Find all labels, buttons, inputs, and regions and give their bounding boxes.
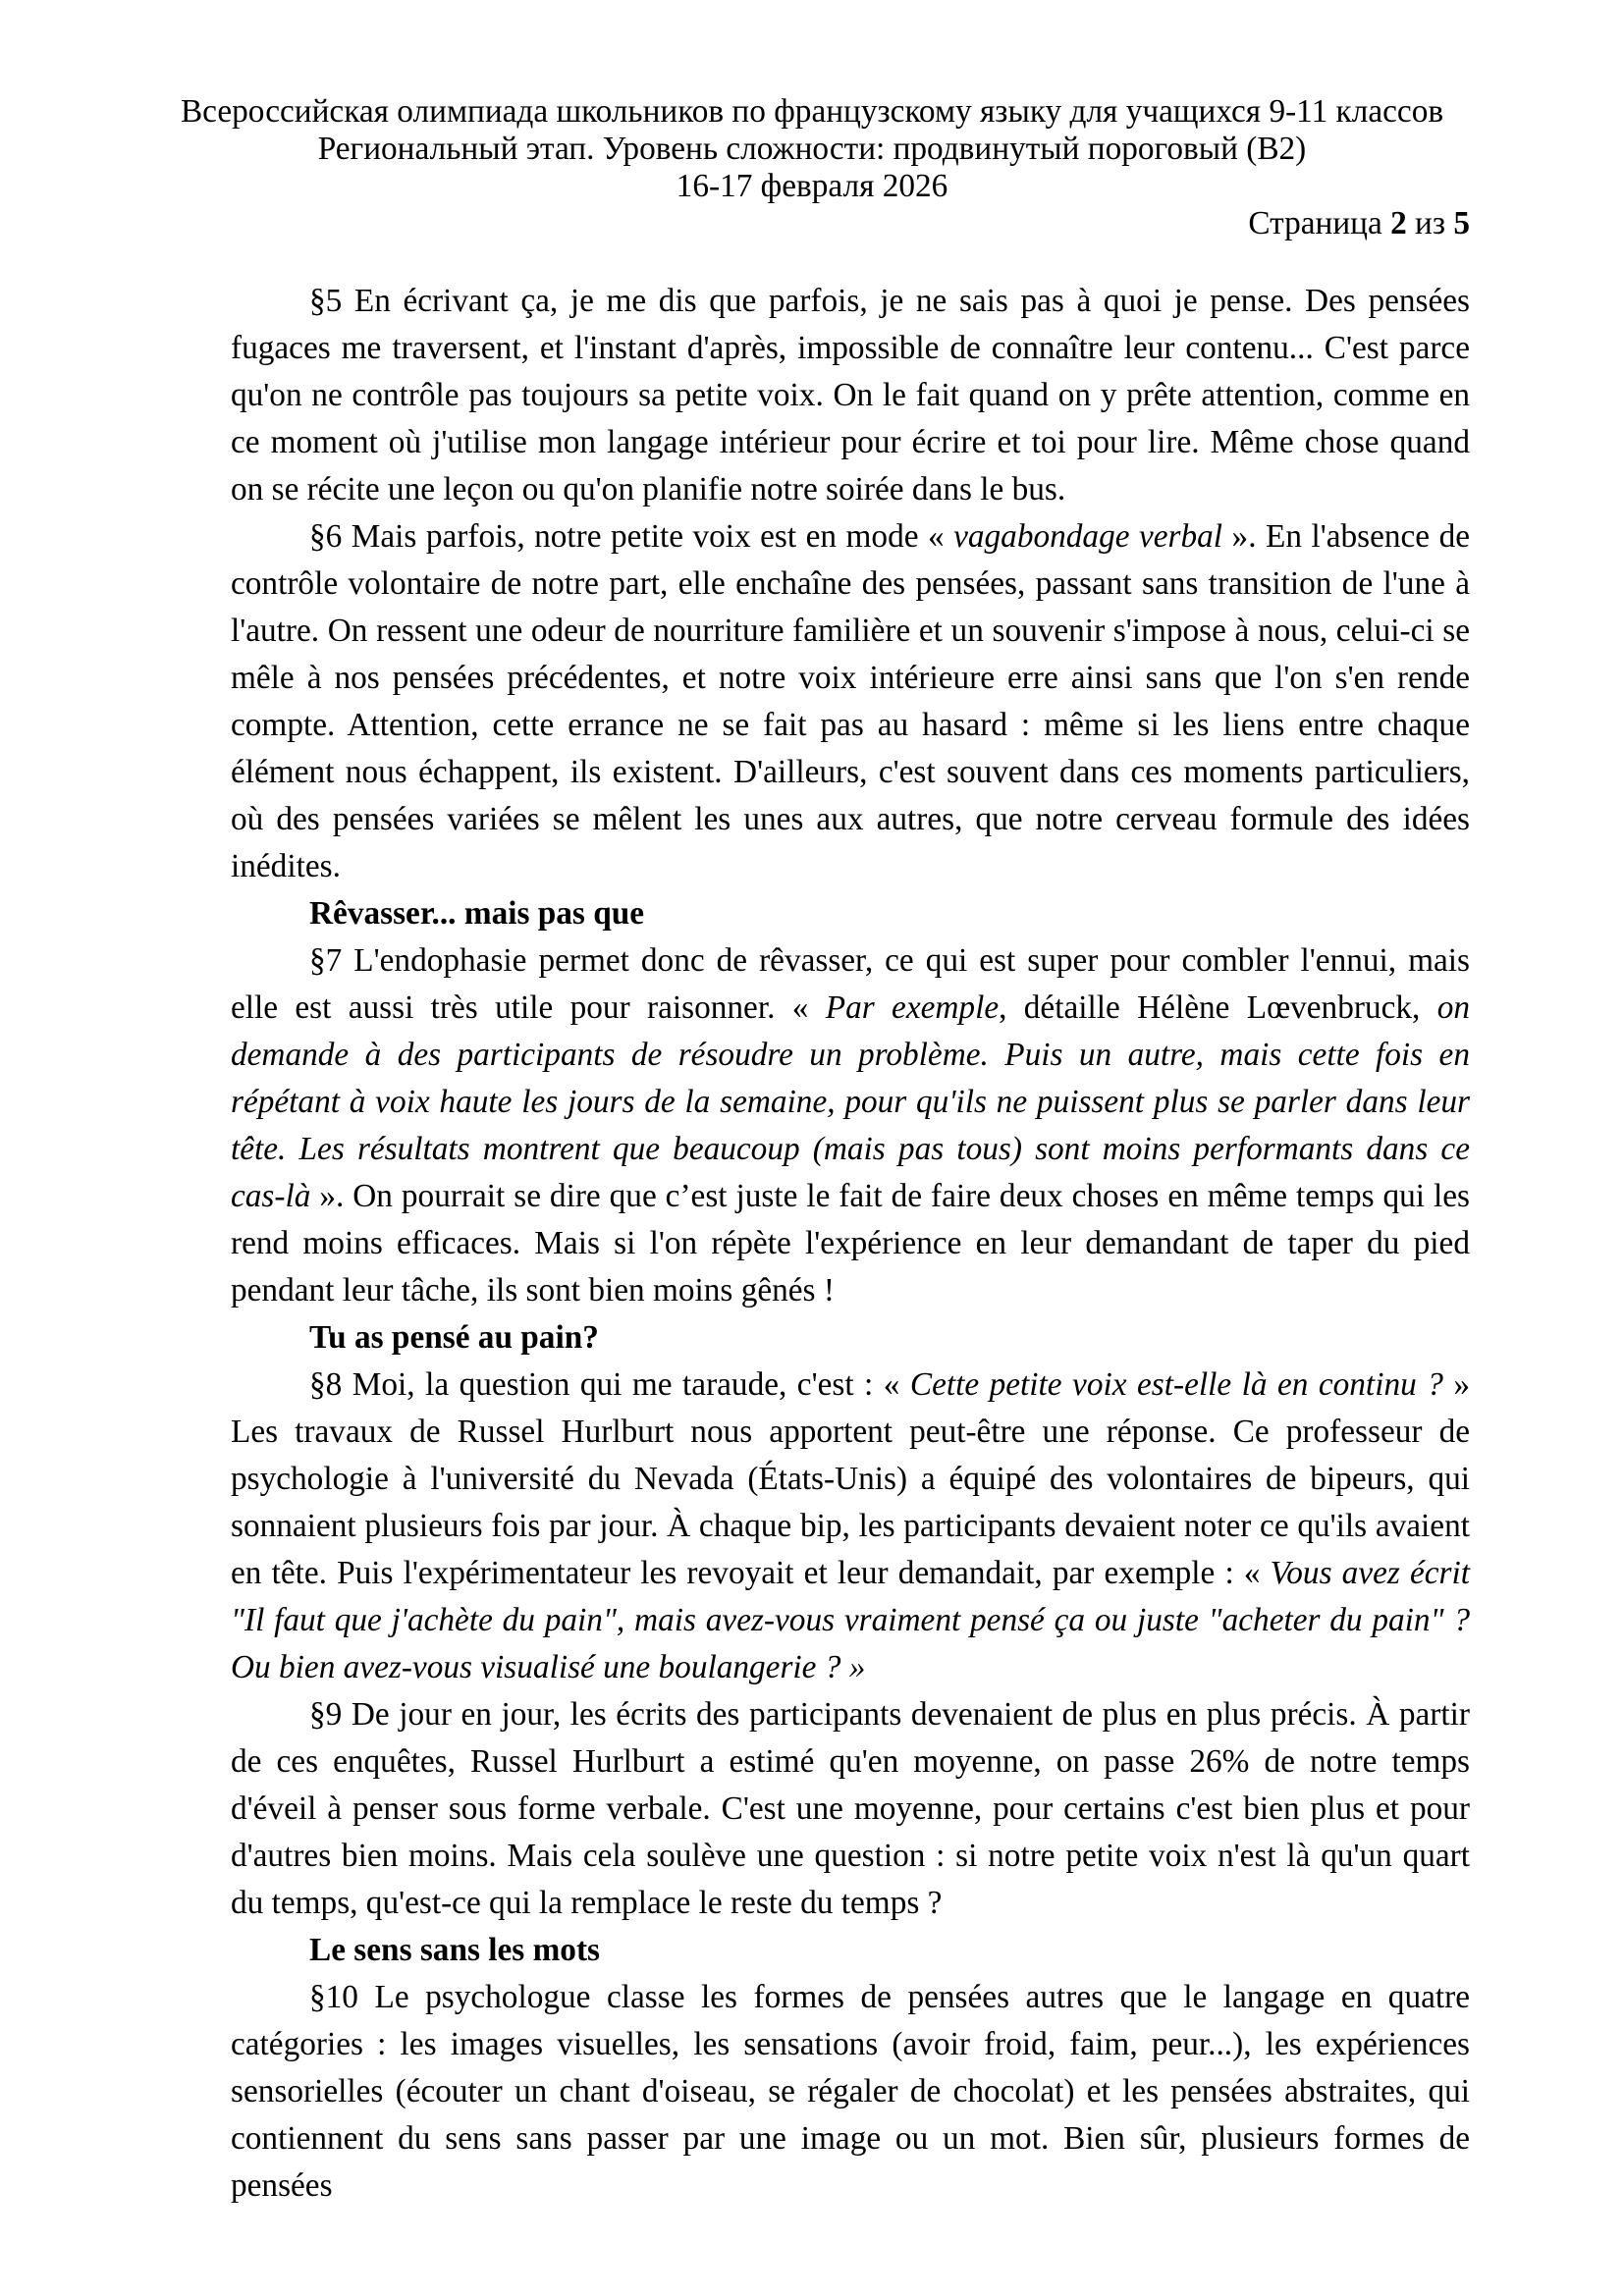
- text-run: ». On pourrait se dire que c’est juste le fait de faire deux choses en même temps qui les rend moins efficaces. Mais si l'on répète l'expérience en leur demandant de taper du pied pendant leur tâche, ils sont bien moins gênés !: [231, 1178, 1470, 1308]
- page-header: [0, 0, 1624, 242]
- section-heading-revasser: [231, 890, 1470, 937]
- paragraph-s8: [231, 1362, 1470, 1691]
- page-indicator-label: Страница: [1248, 205, 1391, 241]
- text-run: §5 En écrivant ça, je me dis que parfois, je ne sais pas à quoi je pense. Des pensées fugaces me traversent, et l'instant d'après, impossible de connaître leur contenu... C'est parce qu'on ne contrôle pas toujours sa petite voix. On le fait quand on y prête attention, comme en ce moment où j'utilise mon langage intérieur pour écrire et toi pour lire. Même chose quand on se récite une leçon ou qu'on planifie notre soirée dans le bus.: [231, 283, 1470, 507]
- paragraph-s6: [231, 513, 1470, 890]
- text-run: » Les travaux de Russel Hurlburt nous apportent peut-être une réponse. Ce professeur de psychologie à l'université du Nevada (États-Unis) a équipé des volontaires de bipeurs, qui sonnaient plusieurs fois par jour. À chaque bip, les participants devaient noter ce qu'ils avaient en tête. Puis l'expérimentateur les revoyait et leur demandait, par exemple : «: [231, 1366, 1470, 1591]
- text-run: §8 Moi, la question qui me taraude, c'est : «: [309, 1366, 910, 1403]
- paragraph-s9: [231, 1691, 1470, 1927]
- italic-run: Vous avez écrit "Il faut que j'achète du pain", mais avez-vous vraiment pensé ça ou juste "acheter du pain" ? Ou bien avez-vous visualisé une boulangerie ? »: [231, 1555, 1470, 1685]
- text-run: ». En l'absence de contrôle volontaire de notre part, elle enchaîne des pensées, passant sans transition de l'une à l'autre. On ressent une odeur de nourriture familière et un souvenir s'impose à nous, celui-ci se mêle à nos pensées précédentes, et notre voix intérieure erre ainsi sans que l'on s'en rende compte. Attention, cette errance ne se fait pas au hasard : même si les liens entre chaque élément nous échappent, ils existent. D'ailleurs, c'est souvent dans ces moments particuliers, où des pensées variées se mêlent les unes aux autres, que notre cerveau formule des idées inédites.: [231, 518, 1471, 884]
- text-run: §7 L'endophasie permet donc de rêvasser, ce qui est super pour combler l'ennui, mais elle est aussi très utile pour raisonner. «: [231, 942, 1470, 1026]
- page-indicator-of: из: [1406, 205, 1454, 241]
- page-number-total: 5: [1453, 205, 1470, 241]
- header-date-line: 16-17 февраля 2026: [676, 168, 948, 204]
- text-run: §6 Mais parfois, notre petite voix est en mode «: [309, 518, 954, 555]
- header-olympiad-title: Всероссийская олимпиада школьников по французскому языку для учащихся 9-11 классов: [180, 93, 1444, 130]
- document-body: [231, 278, 1470, 2210]
- paragraph-s5: [231, 278, 1470, 513]
- paragraph-s10: [231, 1974, 1470, 2210]
- heading-text: Tu as pensé au pain?: [309, 1319, 599, 1356]
- heading-text: Rêvasser... mais pas que: [309, 895, 645, 932]
- italic-run: on demande à des participants de résoudre un problème. Puis un autre, mais cette fois en répétant à voix haute les jours de la semaine, pour qu'ils ne puissent plus se parler dans leur tête. Les résultats montrent que beaucoup (mais pas tous) sont moins performants dans ce cas-là: [231, 989, 1470, 1214]
- italic-run: Cette petite voix est-elle là en continu ?: [909, 1366, 1443, 1403]
- header-stage-line: Региональный этап. Уровень сложности: продвинутый пороговый (В2): [317, 131, 1307, 167]
- italic-run: vagabondage verbal: [953, 518, 1223, 555]
- paragraph-s7: [231, 937, 1470, 1314]
- text-run: , détaille Hélène Lœvenbruck,: [999, 989, 1437, 1026]
- text-run: §9 De jour en jour, les écrits des participants devenaient de plus en plus précis. À partir de ces enquêtes, Russel Hurlburt a estimé qu'en moyenne, on passe 26% de notre temps d'éveil à penser sous forme verbale. C'est une moyenne, pour certains c'est bien plus et pour d'autres bien moins. Mais cela soulève une question : si notre petite voix n'est là qu'un quart du temps, qu'est-ce qui la remplace le reste du temps ?: [231, 1696, 1470, 1921]
- italic-run: Par exemple: [825, 989, 1000, 1026]
- heading-text: Le sens sans les mots: [309, 1932, 600, 1968]
- section-heading-sens: [231, 1927, 1470, 1974]
- page-number-current: 2: [1390, 205, 1407, 241]
- section-heading-pain: [231, 1314, 1470, 1362]
- text-run: §10 Le psychologue classe les formes de pensées autres que le langage en quatre catégories : les images visuelles, les sensations (avoir froid, faim, peur...), les expériences sensorielles (écouter un chant d'oiseau, se régaler de chocolat) et les pensées abstraites, qui contiennent du sens sans passer par une image ou un mot. Bien sûr, plusieurs formes de pensées: [231, 1979, 1470, 2204]
- page-indicator: [0, 205, 1624, 242]
